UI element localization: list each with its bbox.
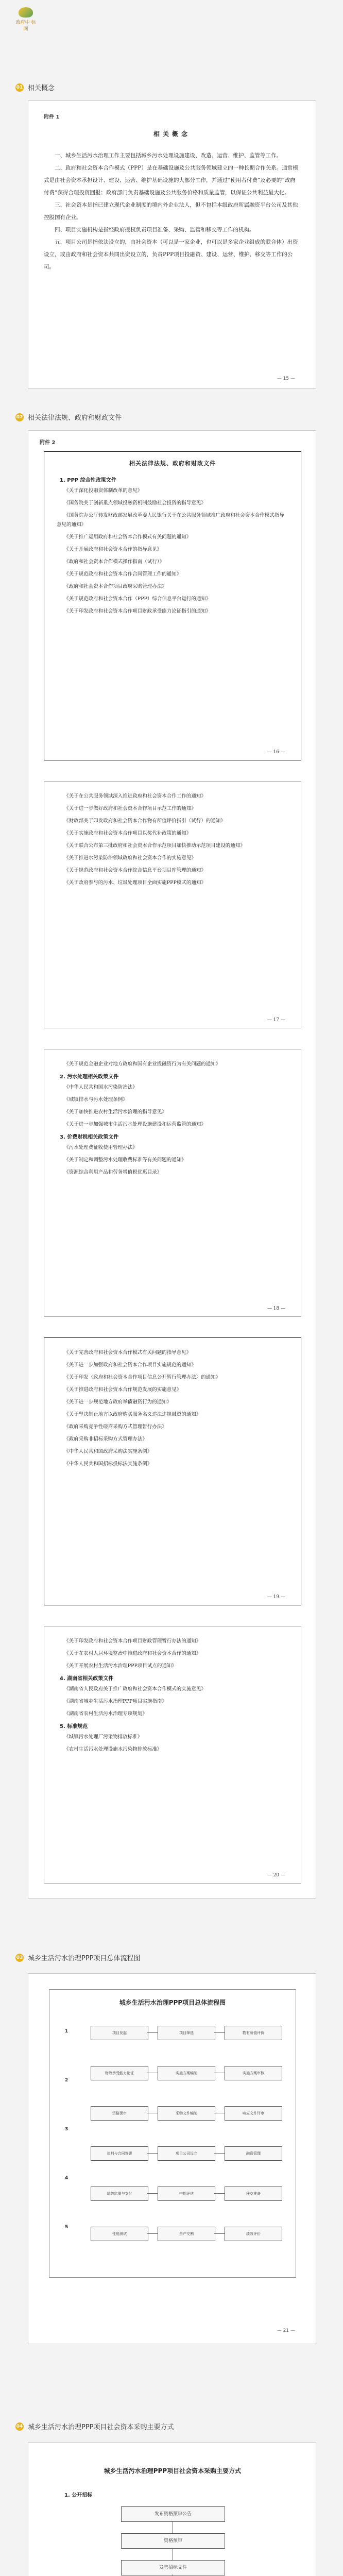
concept-page [28,100,316,389]
paragraph: 一、城乡生活污水治理工作主要包括城乡污水处理设施建设、改造、运营、维护、监管等工作。 [55,152,282,159]
section-title: 城乡生活污水治理PPP项目总体流程图 [28,1955,141,1962]
site-logo [14,7,37,30]
page-number: — 19 — [267,1595,285,1600]
flow-step: 融资管理 [225,2146,282,2161]
law-item: 《关于规范金融企业对地方政府和国有企业投融资行为有关问题的通知》 [64,1061,221,1067]
flow-connector [214,2153,225,2154]
flow-step: 实施方案编制 [158,2066,215,2080]
flow-step: 财政承受能力论证 [91,2066,148,2080]
law-item: 《关于进一步加强政府和社会资本合作项目实施规范的通知》 [64,1362,196,1368]
procurement-page [28,2442,316,2576]
law-item: 《政府采购竞争性磋商采购方式管理暂行办法》 [64,1424,167,1430]
law-item: 《污水处理费征收使用管理办法》 [64,1145,138,1150]
law-item: 《关于政府参与的污水、垃圾处理项目全面实施PPP模式的通知》 [64,880,206,886]
law-item: 《中华人民共和国政府采购法实施条例》 [64,1449,152,1454]
section-heading-concepts [15,82,55,92]
flow-step: 实施方案审核 [225,2066,282,2080]
procurement-title: 城乡生活污水治理PPP项目社会资本采购主要方式 [104,2467,242,2475]
phase-number: 2 [65,2078,68,2083]
law-item: 《城镇污水处理厂污染物排放标准》 [64,1734,143,1740]
phase-number: 1 [65,2029,68,2034]
law-item: 《湖南省农村生活污水治理专项规划》 [64,1711,147,1717]
method1-flow [49,2501,296,2576]
flow-step: 采购文件编制 [158,2106,215,2121]
section-title: 相关概念 [28,84,55,92]
flow-connector [214,2233,225,2234]
flow-connector [214,2032,225,2033]
law-item: 《关于规范政府和社会资本合作合同管理工作的通知》 [64,571,182,577]
page-number: — 17 — [267,1018,285,1023]
law-item: 《农村生活污水处理设施水污染物排放标准》 [64,1747,162,1752]
law-item: 《关于推进水污染防治领域政府和社会资本合作的实施意见》 [64,855,196,861]
section-title: 相关法律法规、政府和财政文件 [28,414,122,422]
phase-number: 3 [65,2127,68,2132]
law-item: 《湖南省人民政府关于推广政府和社会资本合作模式的实施意见》 [64,1686,206,1692]
flowchart-page [28,1973,316,2344]
flowchart [49,1989,296,2278]
flow-step: 资格预审 [91,2106,148,2121]
law-item: 《关于印发〈政府和社会资本合作项目信息公开暂行管理办法〉的通知》 [64,1375,221,1380]
page-number: — 16 — [267,750,285,755]
law-item: 《关于制定和调整污水处理收费标准等有关问题的通知》 [64,1157,186,1163]
subheading: 5. 标准规范 [60,1724,88,1730]
law-page-3 [44,1049,301,1317]
flow-step: 项目发起 [91,2026,148,2040]
law-item: 《关于规范政府和社会资本合作综合信息平台项目库管理的通知》 [64,868,206,873]
law-item: 《关于联合公布第三批政府和社会资本合作示范项目加快推动示范项目建设的通知》 [64,843,245,849]
subheading: 3. 价费财税相关政策文件 [60,1134,119,1140]
subheading: 1. PPP 综合性政策文件 [60,478,116,483]
page-number: — 21 — [277,2328,295,2333]
flow-step: 项目筛选 [158,2026,215,2040]
page-title: 相关法律法规、政府和财政文件 [129,460,216,467]
section-heading-flowchart [15,1953,141,1962]
law-item: 《国务院关于创新重点领域投融资机制鼓励社会投资的指导意见》 [64,500,206,506]
law-page-5 [44,1626,301,1884]
page-title: 相关概念 [153,130,191,138]
page-number: — 20 — [267,1873,285,1878]
section-heading-procurement [15,2421,174,2431]
section-number-icon: 01 [15,83,24,92]
flow-step: 绩效监测与支付 [91,2187,148,2201]
law-item: 《关于进一步做好政府和社会资本合作项目示范工作的通知》 [64,806,196,811]
law-item: 《关于坚决制止地方以政府购买服务名义违法违规融资的通知》 [64,1412,201,1417]
procurement-step: 资格预审 [121,2533,225,2549]
law-item: 《湖南省城乡生活污水治理PPP项目实施指南》 [64,1699,167,1704]
law-item: 《关于推进政府和社会资本合作规范发展的实施意见》 [64,1387,182,1393]
law-item: 《资源综合利用产品和劳务增值税优惠目录》 [64,1170,162,1175]
flow-connector [147,2032,158,2033]
flow-step: 项目公司设立 [158,2146,215,2161]
law-item: 《关于印发政府和社会资本合作项目财政管理暂行办法的通知》 [64,1638,201,1644]
page-number: — 15 — [277,376,295,381]
law-item: 《国务院办公厅转发财政部发展改革委人民银行关于在公共服务领域推广政府和社会资本合作模式指导意见的通知》 [57,513,284,528]
law-item: 《城镇排水与污水处理条例》 [64,1097,128,1103]
law-item: 《政府和社会资本合作模式操作指南（试行）》 [64,559,165,565]
law-page-2 [44,781,301,1028]
law-item: 《政府采购非招标采购方式管理办法》 [64,1436,147,1442]
laws-document [28,430,316,1899]
law-item: 《关于印发政府和社会资本合作项目财政承受能力论证指引的通知》 [64,608,211,614]
flow-connector [147,2193,158,2194]
law-item: 《关于进一步规范地方政府举债融资行为的通知》 [64,1399,172,1405]
paragraph: 四、项目实施机构是指经政府授权负责项目准备、采购、监管和移交等工作的机构。 [55,227,255,233]
law-item: 《中华人民共和国招标投标法实施条例》 [64,1461,152,1467]
section-number-icon: 03 [15,1954,24,1962]
law-item: 《关于开展农村生活污水治理PPP项目试点的通知》 [64,1663,177,1669]
law-page-4 [44,1337,301,1605]
law-item: 《财政部关于印发政府和社会资本合作物有所值评价指引（试行）的通知》 [64,818,226,824]
attachment-label: 附件 2 [40,440,56,446]
law-item: 《关于完善政府和社会资本合作模式有关问题的指导意见》 [64,1350,192,1355]
logo-text: 政府中 标网 [15,20,36,32]
logo-mark-icon [19,7,33,18]
flowchart-canvas [49,2015,297,2273]
flow-connector [214,2193,225,2194]
paragraph: 二、政府和社会资本合作模式（PPP）是在基础设施及公共服务领域建立的一种长期合作关系。通常模式是由社会资本承担设计、建设、运营、维护基础设施的大部分工作，并通过“使用者付费”及必要的“政府付费”获得合理投资回报；政府部门负责基础设施及公共服务价格和质量监管，以保证公共利益最大化。 [44,165,298,196]
section-number-icon: 02 [15,413,24,421]
law-item: 《关于深化投融资体制改革的意见》 [64,488,143,494]
law-item: 《关于在农村人居环境整治中推进政府和社会资本合作的通知》 [64,1651,201,1656]
law-item: 《政府和社会资本合作项目政府采购管理办法》 [64,584,167,589]
attachment-label: 附件 1 [44,114,60,120]
method-heading: 1. 公开招标 [64,2493,93,2498]
law-item: 《中华人民共和国水污染防治法》 [64,1084,138,1090]
section-heading-laws [15,412,122,422]
flow-step: 物有所值评价 [225,2026,282,2040]
flow-step: 性能测试 [91,2227,148,2241]
law-item: 《关于推广运用政府和社会资本合作模式有关问题的通知》 [64,534,192,540]
subheading: 4. 湖南省相关政策文件 [60,1676,114,1682]
flow-step: 绩效评价 [225,2227,282,2241]
law-page-1 [44,451,301,760]
paragraph: 三、社会资本是指已建立现代企业制度的境内外企业法人，但不包括本级政府所属融资平台公司及其他控股国有企业。 [44,202,298,221]
law-item: 《关于规范政府和社会资本合作（PPP）综合信息平台运行的通知》 [64,596,211,602]
flow-step: 谈判与合同签署 [91,2146,148,2161]
flow-step: 资产交割 [158,2227,215,2241]
procurement-step: 发售招标文件 [121,2560,225,2575]
law-item: 《关于在公共服务领域深入推进政府和社会资本合作工作的通知》 [64,793,206,799]
law-item: 《关于实施政府和社会资本合作项目以奖代补政策的通知》 [64,831,192,836]
law-item: 《关于加快推进农村生活污水治理的指导意见》 [64,1109,167,1115]
procurement-chart [49,2458,296,2576]
phase-number: 5 [65,2225,68,2230]
page-number: — 18 — [267,1306,285,1311]
phase-number: 4 [65,2176,68,2181]
section-number-icon: 04 [15,2422,24,2431]
section-title: 城乡生活污水治理PPP项目社会资本采购主要方式 [28,2424,174,2431]
subheading: 2. 污水处理相关政策文件 [60,1074,119,1080]
paragraph: 五、项目公司是指依法设立的，由社会资本（可以是一家企业，也可以是多家企业组成的联合体）出资设立，或由政府和社会资本共同出资设立的，负责PPP项目投融资、建设、运营、维护、移交等工作的公司。 [44,239,298,270]
flowchart-title: 城乡生活污水治理PPP项目总体流程图 [119,1999,226,2006]
law-item: 《关于开展政府和社会资本合作的指导意见》 [64,547,162,552]
flow-step: 中期评估 [158,2187,215,2201]
law-item: 《关于进一步加强城市生活污水处理设施建设和运营监管的通知》 [64,1122,206,1127]
flow-step: 移交准备 [225,2187,282,2201]
flow-connector [147,2233,158,2234]
procurement-step: 发布资格预审公告 [121,2506,225,2522]
flow-step: 响应文件评审 [225,2106,282,2121]
flow-connector [147,2153,158,2154]
